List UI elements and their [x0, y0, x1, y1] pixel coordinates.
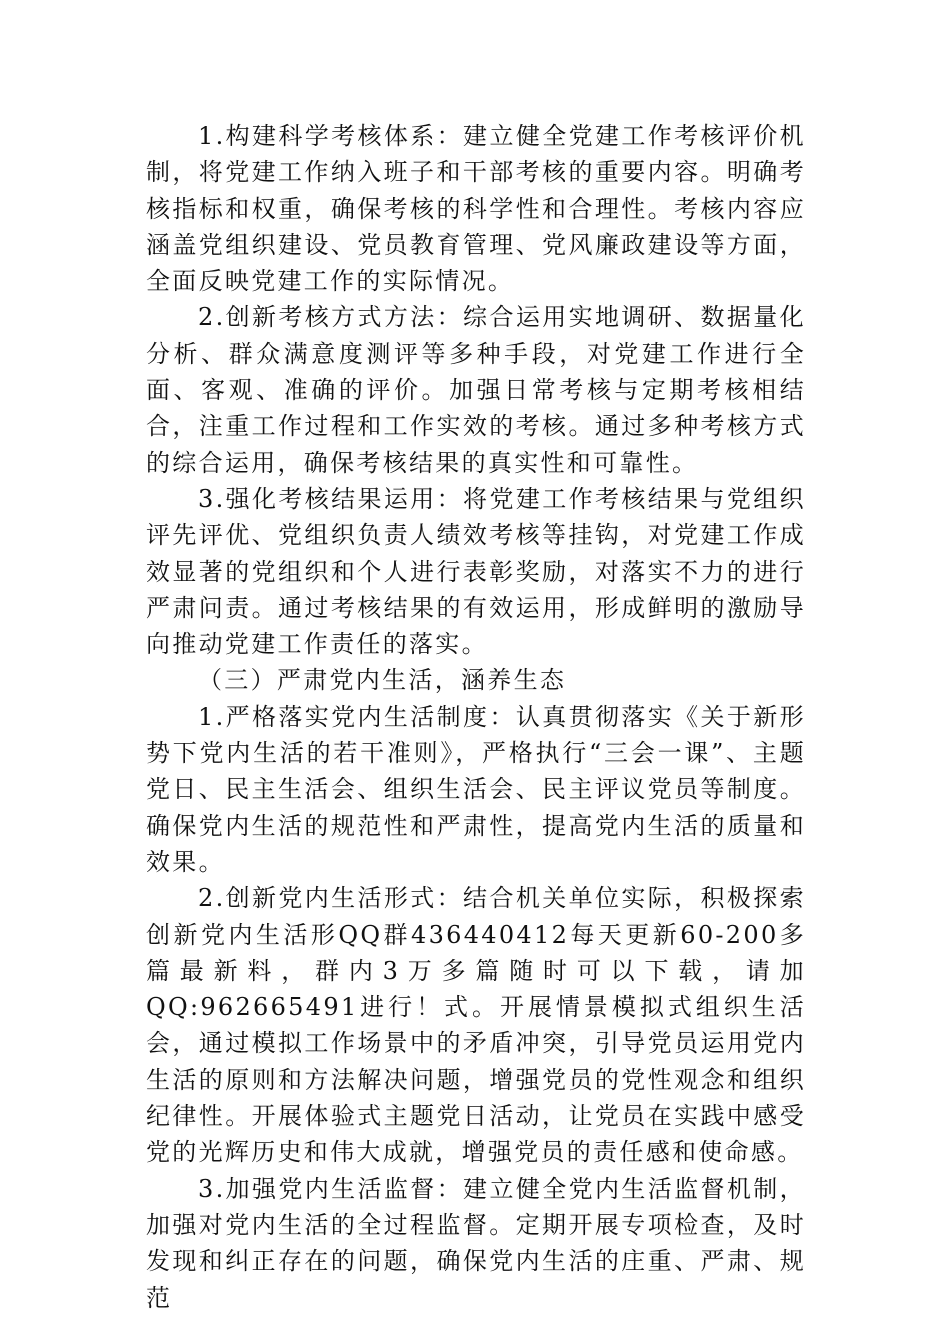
paragraph-party-life-forms: 2.创新党内生活形式：结合机关单位实际，积极探索创新党内生活形QQ群436440412每天更新60-200多篇最新料，群内3万多篇随时可以下载，请加QQ:962665491进行！式。开展情景模拟式组织生活会，通过模拟工作场景中的矛盾冲突，引导党员运用党内生活的原则和方法解决问题，增强党员的党性观念和组织纪律性。开展体验式主题党日活动，让党员在实践中感受党的光辉历史和伟大成就，增强党员的责任感和使命感。	[146, 884, 806, 1167]
paragraph-assessment-system: 1.构建科学考核体系：建立健全党建工作考核评价机制，将党建工作纳入班子和干部考核的重要内容。明确考核指标和权重，确保考核的科学性和合理性。考核内容应涵盖党组织建设、党员教育管理、党风廉政建设等方面，全面反映党建工作的实际情况。	[146, 122, 806, 296]
section-heading-party-life: （三）严肃党内生活，涵养生态	[198, 666, 567, 695]
paragraph-party-life-supervision: 3.加强党内生活监督：建立健全党内生活监督机制，加强对党内生活的全过程监督。定期开展专项检查，及时发现和纠正存在的问题，确保党内生活的庄重、严肃、规范	[146, 1174, 806, 1312]
paragraph-party-life-system: 1.严格落实党内生活制度：认真贯彻落实《关于新形势下党内生活的若干准则》，严格执行“三会一课”、主题党日、民主生活会、组织生活会、民主评议党员等制度。确保党内生活的规范性和严肃性，提高党内生活的质量和效果。	[146, 702, 806, 876]
paragraph-assessment-results: 3.强化考核结果运用：将党建工作考核结果与党组织评先评优、党组织负责人绩效考核等挂钩，对党建工作成效显著的党组织和个人进行表彰奖励，对落实不力的进行严肃问责。通过考核结果的有效运用，形成鲜明的激励导向推动党建工作责任的落实。	[146, 484, 806, 659]
document-body	[146, 118, 806, 1316]
paragraph-assessment-methods: 2.创新考核方式方法：综合运用实地调研、数据量化分析、群众满意度测评等多种手段，对党建工作进行全面、客观、准确的评价。加强日常考核与定期考核相结合，注重工作过程和工作实效的考核。通过多种考核方式的综合运用，确保考核结果的真实性和可靠性。	[146, 303, 806, 477]
